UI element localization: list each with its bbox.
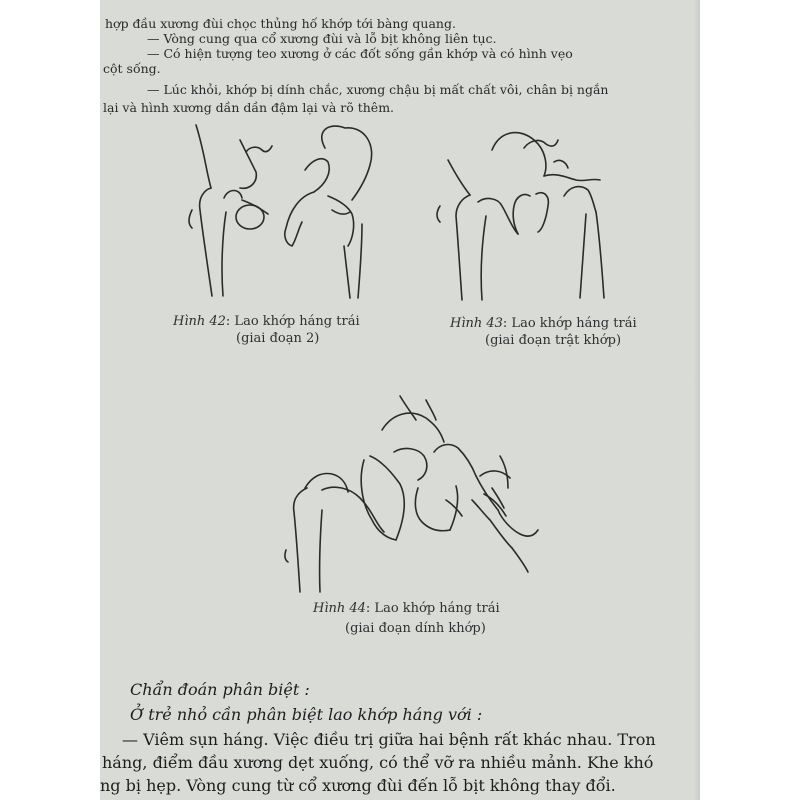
figure-42-subcaption: (giai đoạn 2): [236, 331, 320, 346]
figure-44-subcaption: (giai đoạn dính khớp): [345, 621, 486, 636]
figure-42-drawing: [189, 125, 372, 298]
body-line-2: — Vòng cung qua cổ xương đùi và lỗ bịt không liên tục.: [147, 31, 497, 46]
section-heading: Chẩn đoán phân biệt :: [130, 680, 310, 699]
section-line-1: — Viêm sụn háng. Việc điều trị giữa hai bệnh rất khác nhau. Tron: [122, 730, 656, 749]
body-line-4: cột sống.: [103, 61, 161, 76]
figure-44-drawing: [285, 396, 538, 592]
figure-44-caption: Hình 44: Lao khớp háng trái: [313, 601, 500, 616]
book-page: [100, 0, 700, 800]
section-line-2: háng, điểm đầu xương dẹt xuống, có thể vỡ ra nhiều mảnh. Khe khó: [102, 753, 654, 772]
figure-43-drawing: [437, 133, 604, 300]
body-line-1: hợp đầu xương đùi chọc thủng hố khớp tới bàng quang.: [105, 16, 456, 31]
section-intro: Ở trẻ nhỏ cần phân biệt lao khớp háng với :: [130, 705, 483, 724]
body-line-5: — Lúc khỏi, khớp bị dính chắc, xương chậu bị mất chất vôi, chân bị ngắn: [147, 82, 609, 97]
body-line-3: — Có hiện tượng teo xương ở các đốt sống gần khớp và có hình vẹo: [147, 46, 573, 61]
figure-43-caption: Hình 43: Lao khớp háng trái: [450, 316, 637, 331]
section-line-3: ng bị hẹp. Vòng cung từ cổ xương đùi đến lỗ bịt không thay đổi.: [100, 776, 616, 795]
body-line-6: lại và hình xương dần dần đậm lại và rõ thêm.: [103, 100, 395, 115]
figure-42-caption: Hình 42: Lao khớp háng trái: [173, 314, 360, 329]
figure-43-subcaption: (giai đoạn trật khớp): [485, 333, 622, 348]
